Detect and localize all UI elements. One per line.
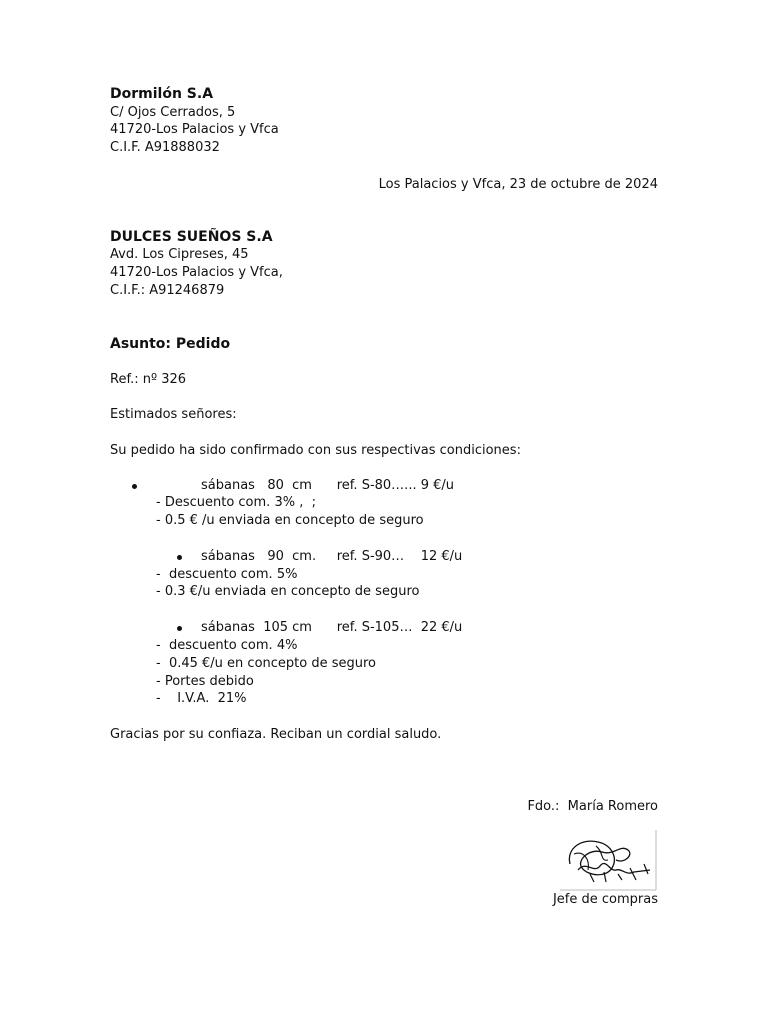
signer-title: Jefe de compras: [552, 892, 658, 907]
sender-city: 41720-Los Palacios y Vfca: [110, 122, 279, 137]
item-main: sábanas 105 cm ref. S-105… 22 €/u: [201, 620, 463, 635]
subject-line: Asunto: Pedido: [110, 336, 231, 352]
bullet-icon: [132, 484, 137, 489]
item-condition: - 0.5 € /u enviada en concepto de seguro: [156, 513, 424, 528]
item-condition: - descuento com. 5%: [156, 567, 298, 582]
sender-name: Dormilón S.A: [110, 86, 214, 102]
item-main: sábanas 90 cm. ref. S-90… 12 €/u: [201, 549, 463, 564]
intro-line: Su pedido ha sido confirmado con sus respectivas condiciones:: [110, 443, 521, 458]
signer-name: Fdo.: María Romero: [527, 799, 658, 814]
recipient-name: DULCES SUEÑOS S.A: [110, 229, 273, 245]
item-condition: - Descuento com. 3% , ;: [156, 495, 316, 510]
bullet-icon: [177, 555, 182, 560]
item-main: sábanas 80 cm ref. S-80…... 9 €/u: [201, 478, 455, 493]
recipient-city: 41720-Los Palacios y Vfca,: [110, 265, 283, 280]
sender-address: C/ Ojos Cerrados, 5: [110, 105, 236, 120]
recipient-address: Avd. Los Cipreses, 45: [110, 247, 249, 262]
signature-image: [560, 830, 658, 892]
item-condition: - I.V.A. 21%: [156, 691, 247, 706]
item-condition: - descuento com. 4%: [156, 638, 298, 653]
sender-cif: C.I.F. A91888032: [110, 140, 220, 155]
greeting-line: Estimados señores:: [110, 407, 237, 422]
item-condition: - 0.3 €/u enviada en concepto de seguro: [156, 584, 420, 599]
bullet-icon: [177, 626, 182, 631]
closing-line: Gracias por su confiaza. Reciban un cordial saludo.: [110, 727, 442, 742]
recipient-cif: C.I.F.: A91246879: [110, 283, 225, 298]
reference-line: Ref.: nº 326: [110, 372, 187, 387]
item-condition: - Portes debido: [156, 674, 254, 689]
date-line: Los Palacios y Vfca, 23 de octubre de 2024: [378, 177, 658, 192]
item-condition: - 0.45 €/u en concepto de seguro: [156, 656, 377, 671]
